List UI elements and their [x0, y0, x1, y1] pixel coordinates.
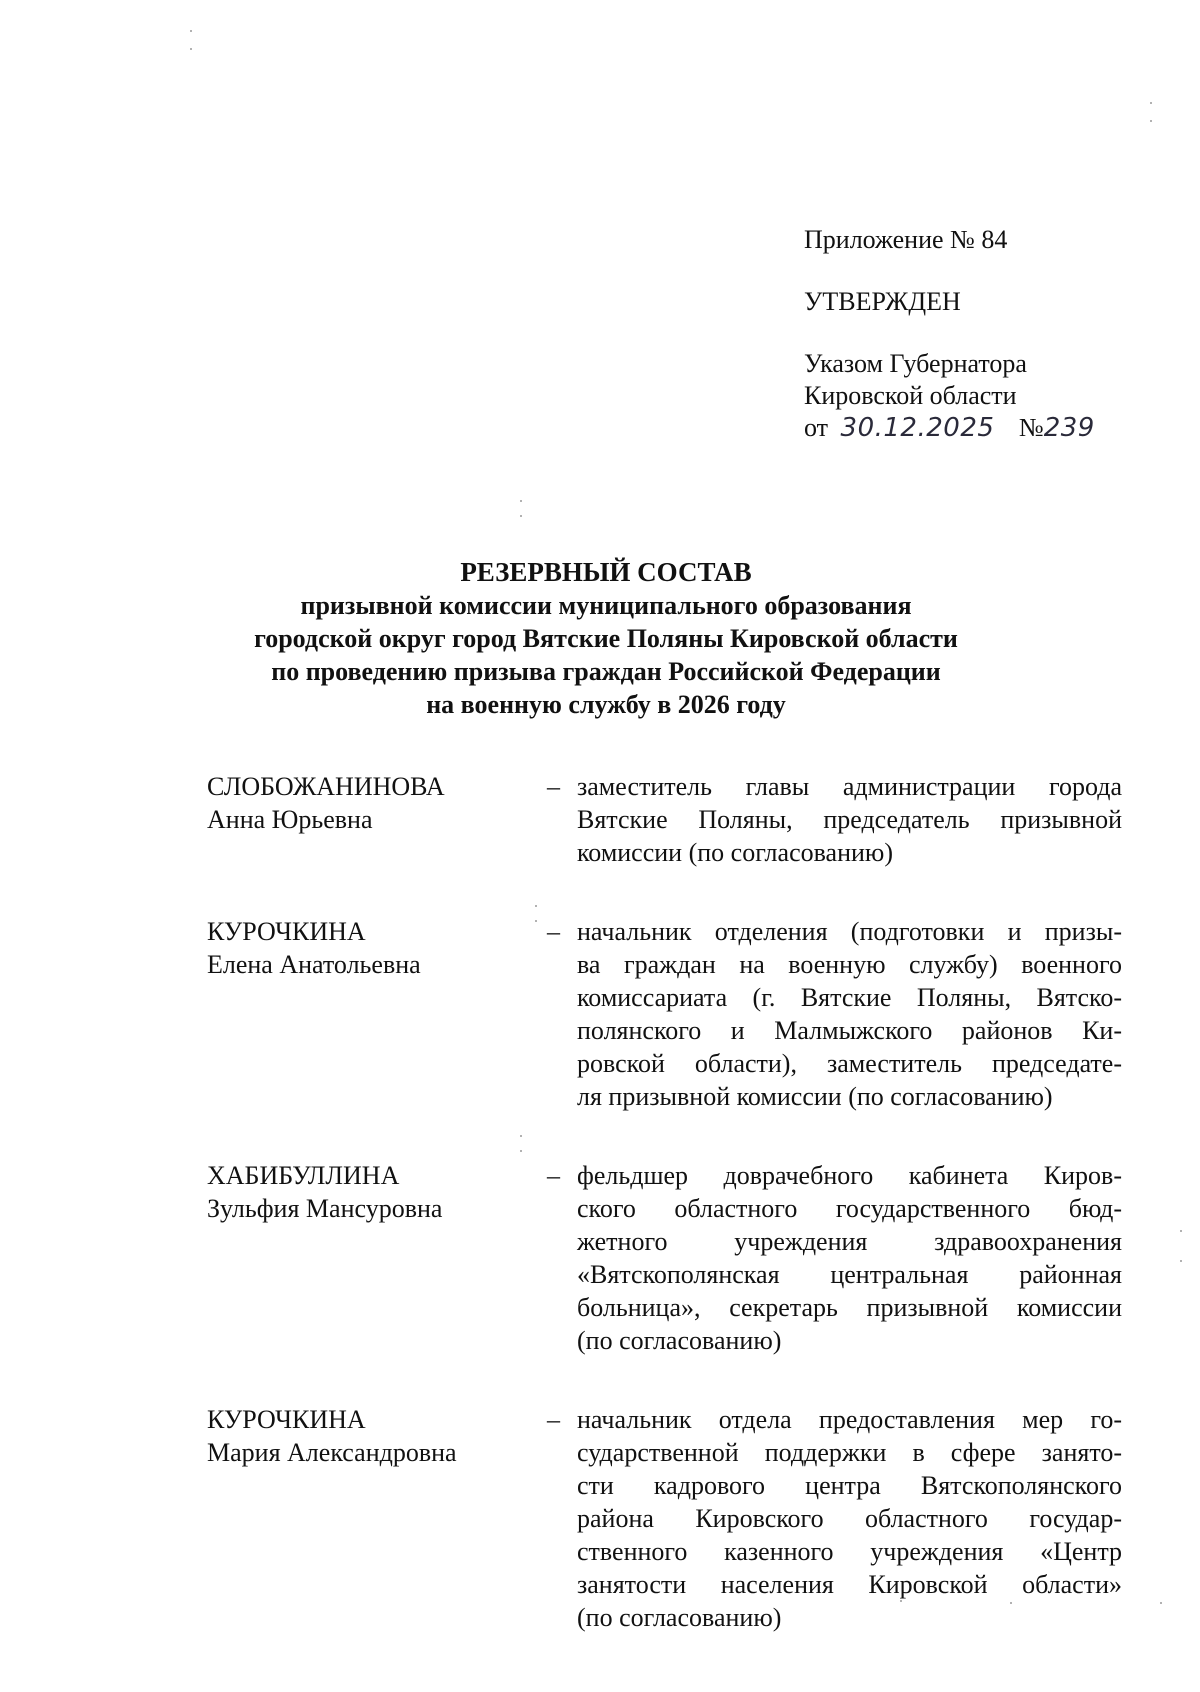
scan-speck: [520, 500, 522, 502]
role-line: фельдшер доврачебного кабинета Киров-: [577, 1161, 1122, 1190]
role-line: ровской области), заместитель председате-: [577, 1049, 1122, 1078]
handwritten-date: 30.12.2025: [840, 413, 995, 443]
member-name: [207, 1159, 547, 1357]
title-line: призывной комиссии муниципального образования: [300, 591, 912, 620]
document-title: [0, 556, 1200, 721]
decree-line-2: Кировской области: [804, 381, 1017, 410]
title-main: РЕЗЕРВНЫЙ СОСТАВ: [460, 557, 752, 587]
scan-speck: [535, 905, 537, 907]
decree-date-line: [804, 412, 1164, 444]
role-line: (по согласованию): [577, 1603, 782, 1632]
member-role: [577, 770, 1122, 869]
member-surname: КУРОЧКИНА: [207, 917, 366, 946]
member-entry: [207, 1403, 1122, 1634]
role-line: (по согласованию): [577, 1326, 782, 1355]
role-line: ского областного государственного бюд-: [577, 1194, 1122, 1223]
member-entry: [207, 915, 1122, 1113]
scan-speck: [900, 1600, 902, 1602]
scan-speck: [190, 30, 192, 32]
member-dash: –: [547, 772, 560, 801]
title-line: на военную службу в 2026 году: [426, 690, 786, 719]
handwritten-number: 239: [1043, 413, 1095, 443]
member-surname: СЛОБОЖАНИНОВА: [207, 772, 445, 801]
scan-speck: [1180, 1230, 1182, 1232]
member-surname: КУРОЧКИНА: [207, 1405, 366, 1434]
number-prefix: №: [1018, 413, 1044, 442]
member-given-names: Анна Юрьевна: [207, 805, 373, 834]
approval-stamp-block: [804, 224, 1164, 444]
role-line: «Вятскополянская центральная районная: [577, 1260, 1122, 1289]
approved-label: УТВЕРЖДЕН: [804, 287, 961, 316]
role-line: полянского и Малмыжского районов Ки-: [577, 1016, 1122, 1045]
member-role: [577, 1403, 1122, 1634]
member-dash: –: [547, 917, 560, 946]
scan-speck: [535, 920, 537, 922]
member-name: [207, 915, 547, 1113]
scan-speck: [1150, 102, 1152, 104]
member-dash: –: [547, 1161, 560, 1190]
member-entry: [207, 1159, 1122, 1357]
appendix-number: Приложение № 84: [804, 225, 1008, 254]
member-surname: ХАБИБУЛЛИНА: [207, 1161, 400, 1190]
role-line: района Кировского областного государ-: [577, 1504, 1122, 1533]
scan-speck: [1160, 1602, 1162, 1604]
role-line: ва граждан на военную службу) военного: [577, 950, 1122, 979]
title-line: по проведению призыва граждан Российской Федерации: [271, 657, 941, 686]
role-line: больница», секретарь призывной комиссии: [577, 1293, 1122, 1322]
member-given-names: Мария Александровна: [207, 1438, 457, 1467]
role-line: сударственной поддержки в сфере занято-: [577, 1438, 1122, 1467]
decree-line-1: Указом Губернатора: [804, 349, 1027, 378]
scan-speck: [520, 1135, 522, 1137]
member-role: [577, 915, 1122, 1113]
member-given-names: Зульфия Мансуровна: [207, 1194, 443, 1223]
member-name: [207, 1403, 547, 1634]
scan-speck: [520, 515, 522, 517]
role-line: начальник отделения (подготовки и призы-: [577, 917, 1122, 946]
scan-speck: [190, 48, 192, 50]
title-line: городской округ город Вятские Поляны Кировской области: [254, 624, 958, 653]
scan-speck: [1010, 1602, 1012, 1604]
member-entry: [207, 770, 1122, 869]
role-line: Вятские Поляны, председатель призывной: [577, 805, 1122, 834]
role-line: ля призывной комиссии (по согласованию): [577, 1082, 1053, 1111]
member-dash: –: [547, 1405, 560, 1434]
member-name: [207, 770, 547, 869]
scan-speck: [1150, 120, 1152, 122]
scan-speck: [1180, 1260, 1182, 1262]
role-line: занятости населения Кировской области»: [577, 1570, 1122, 1599]
role-line: жетного учреждения здравоохранения: [577, 1227, 1122, 1256]
role-line: начальник отдела предоставления мер го-: [577, 1405, 1122, 1434]
member-role: [577, 1159, 1122, 1357]
date-prefix: от: [804, 413, 829, 442]
role-line: ственного казенного учреждения «Центр: [577, 1537, 1122, 1566]
role-line: сти кадрового центра Вятскополянского: [577, 1471, 1122, 1500]
role-line: заместитель главы администрации города: [577, 772, 1122, 801]
member-given-names: Елена Анатольевна: [207, 950, 421, 979]
members-list: [207, 770, 1122, 1634]
role-line: комиссариата (г. Вятские Поляны, Вятско-: [577, 983, 1122, 1012]
scan-speck: [520, 1150, 522, 1152]
role-line: комиссии (по согласованию): [577, 838, 893, 867]
